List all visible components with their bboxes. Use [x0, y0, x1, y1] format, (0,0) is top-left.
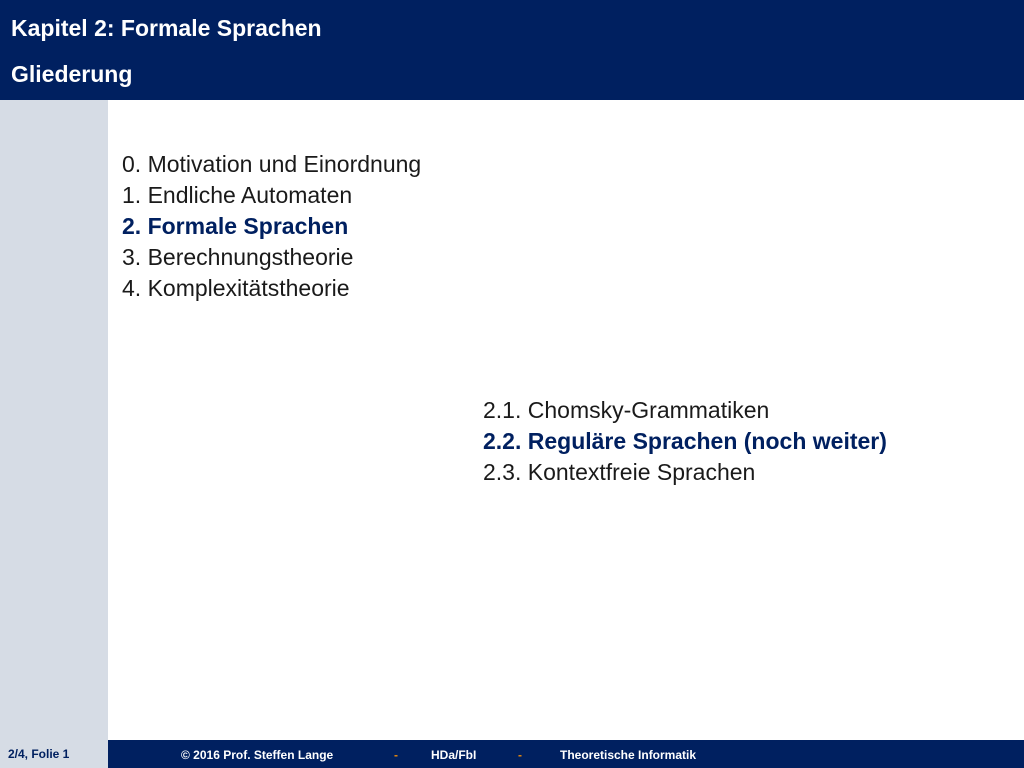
footer-institution: HDa/FbI [431, 748, 477, 762]
suboutline-item: 2.3. Kontextfreie Sprachen [483, 459, 756, 485]
outline-item-current: 2. Formale Sprachen [122, 213, 349, 239]
footer-slide-number-area [0, 740, 108, 768]
suboutline-item: 2.1. Chomsky-Grammatiken [483, 397, 770, 423]
slide-subtitle: Gliederung [11, 61, 133, 87]
outline-item: 1. Endliche Automaten [122, 182, 353, 208]
footer-separator: - [394, 748, 398, 762]
outline-item: 4. Komplexitätstheorie [122, 275, 350, 301]
slide-header [0, 0, 1024, 100]
footer-separator: - [518, 748, 522, 762]
left-sidebar [0, 100, 108, 740]
suboutline-item-current: 2.2. Reguläre Sprachen (noch weiter) [483, 428, 887, 454]
footer-copyright: © 2016 Prof. Steffen Lange [181, 748, 334, 762]
footer-course: Theoretische Informatik [560, 748, 697, 762]
slide-number: 2/4, Folie 1 [8, 747, 70, 761]
section-outline [483, 395, 887, 488]
outline-item: 3. Berechnungstheorie [122, 244, 354, 270]
chapter-title: Kapitel 2: Formale Sprachen [11, 15, 322, 41]
footer-bar [108, 740, 1024, 768]
chapter-outline [122, 149, 421, 304]
outline-item: 0. Motivation und Einordnung [122, 151, 422, 177]
